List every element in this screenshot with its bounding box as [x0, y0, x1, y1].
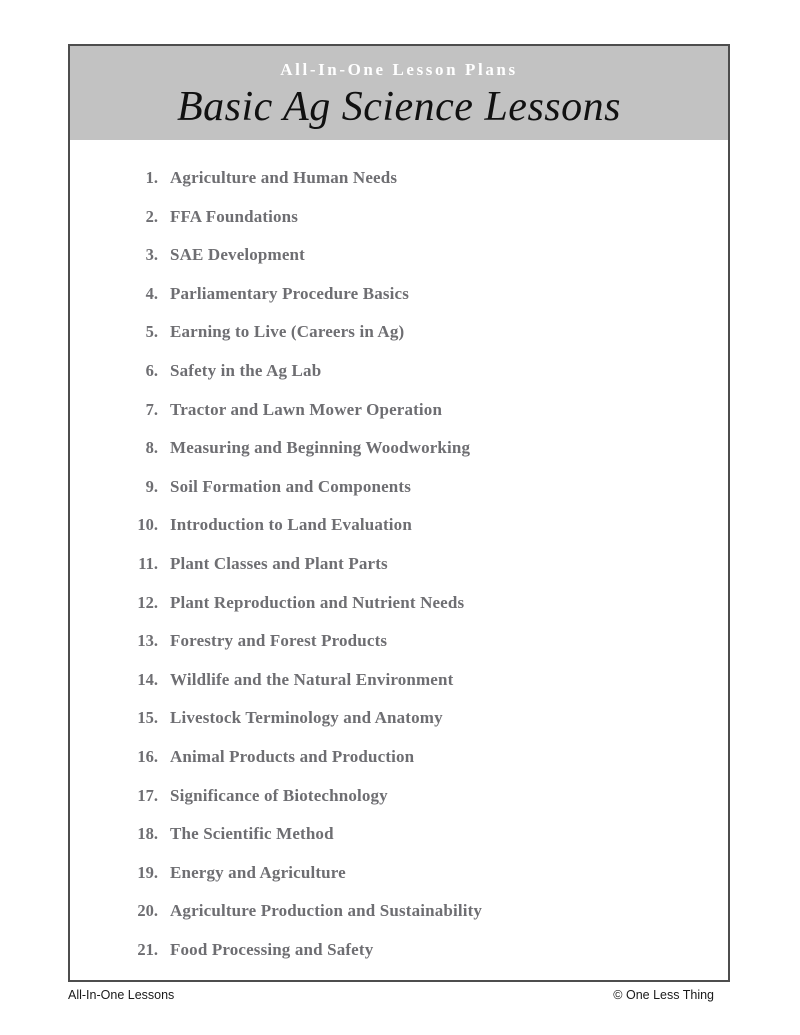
lesson-list-item [70, 854, 728, 893]
footer-copyright: © One Less Thing [613, 988, 714, 1002]
lesson-title: Significance of Biotechnology [170, 785, 388, 805]
lesson-number: 4. [145, 283, 158, 303]
lesson-number: 19. [137, 862, 158, 882]
lesson-number: 15. [137, 708, 158, 728]
lesson-title: Measuring and Beginning Woodworking [170, 438, 471, 458]
lesson-number: 13. [137, 631, 158, 651]
lesson-list-item [70, 236, 728, 275]
lesson-title: FFA Foundations [170, 206, 299, 226]
lesson-list-item [70, 159, 728, 198]
page-footer [68, 988, 714, 1006]
lesson-list-item [70, 506, 728, 545]
lesson-number: 21. [137, 939, 158, 959]
lesson-list-item [70, 931, 728, 970]
lesson-number: 14. [137, 669, 158, 689]
lesson-number: 12. [137, 592, 158, 612]
lesson-number: 10. [137, 515, 158, 535]
lesson-list-item [70, 738, 728, 777]
lesson-list-item [70, 892, 728, 931]
lesson-title: Animal Products and Production [170, 746, 415, 766]
lesson-number: 6. [145, 360, 158, 380]
lesson-number: 16. [137, 746, 158, 766]
lesson-title: Wildlife and the Natural Environment [170, 669, 454, 689]
lesson-title: Plant Classes and Plant Parts [170, 553, 388, 573]
lesson-title: Soil Formation and Components [170, 476, 411, 496]
lesson-number: 5. [145, 322, 158, 342]
title-header-band [70, 46, 728, 140]
lesson-plan-content-box [68, 44, 730, 982]
lesson-title: The Scientific Method [170, 824, 334, 844]
lesson-list-item [70, 699, 728, 738]
lesson-list-item [70, 352, 728, 391]
lesson-title: Agriculture and Human Needs [170, 168, 398, 187]
lesson-title: Safety in the Ag Lab [170, 360, 322, 380]
lesson-list-item [70, 429, 728, 468]
page-title: Basic Ag Science Lessons [177, 83, 621, 130]
lesson-title: SAE Development [170, 245, 305, 265]
lesson-list-item [70, 777, 728, 816]
lesson-title: Earning to Live (Careers in Ag) [170, 322, 405, 342]
lesson-list-item [70, 545, 728, 584]
lesson-number: 8. [145, 438, 158, 458]
lesson-title: Parliamentary Procedure Basics [170, 283, 409, 303]
lesson-list-item [70, 313, 728, 352]
lesson-number: 9. [145, 476, 158, 496]
lesson-title: Food Processing and Safety [170, 939, 374, 959]
series-kicker: All-In-One Lesson Plans [280, 60, 518, 79]
lesson-list-item [70, 391, 728, 430]
lesson-list-item [70, 584, 728, 623]
lesson-title: Tractor and Lawn Mower Operation [170, 399, 443, 419]
lesson-title: Energy and Agriculture [170, 862, 346, 882]
lesson-number: 17. [137, 785, 158, 805]
lesson-title: Introduction to Land Evaluation [170, 515, 412, 535]
lesson-number: 2. [145, 206, 158, 226]
lesson-number: 18. [137, 824, 158, 844]
lesson-list [70, 140, 728, 969]
lesson-number: 20. [137, 901, 158, 921]
lesson-number: 1. [145, 168, 158, 187]
lesson-list-item [70, 275, 728, 314]
lesson-title: Livestock Terminology and Anatomy [170, 708, 443, 728]
lesson-title: Agriculture Production and Sustainability [170, 901, 483, 921]
lesson-list-item [70, 815, 728, 854]
lesson-title: Forestry and Forest Products [170, 631, 388, 651]
lesson-list-item [70, 198, 728, 237]
footer-left-text: All-In-One Lessons [68, 988, 175, 1002]
lesson-list-item [70, 661, 728, 700]
lesson-list-item [70, 622, 728, 661]
lesson-list-item [70, 468, 728, 507]
lesson-number: 11. [138, 553, 158, 573]
lesson-number: 3. [145, 245, 158, 265]
lesson-title: Plant Reproduction and Nutrient Needs [170, 592, 465, 612]
lesson-number: 7. [145, 399, 158, 419]
